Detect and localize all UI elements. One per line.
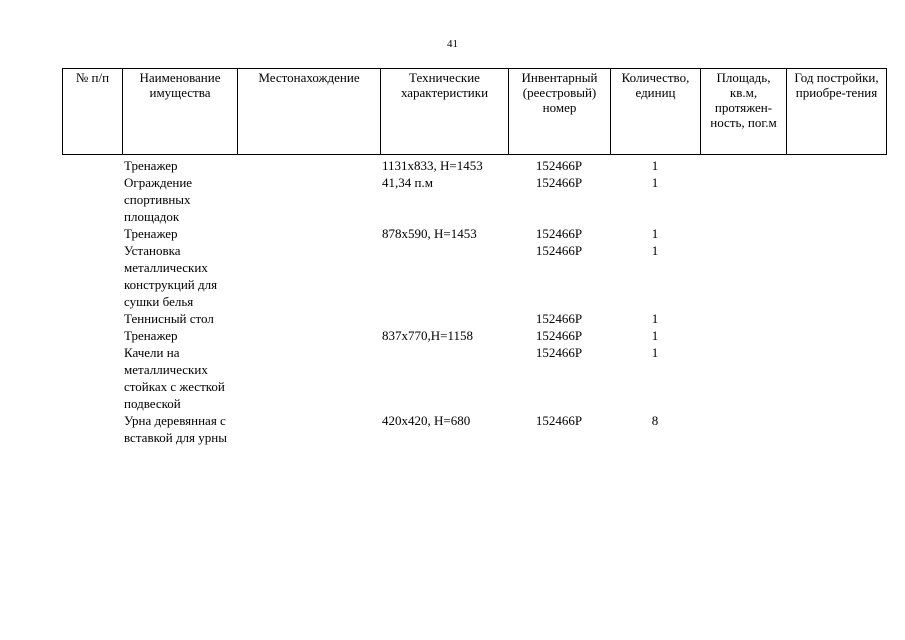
header-qty: Количество, единиц: [611, 69, 701, 155]
header-name: Наименование имущества: [123, 69, 238, 155]
table-row: [62, 157, 886, 174]
cell-inventory: 152466Р: [535, 413, 583, 428]
cell-year: [786, 310, 886, 327]
cell-qty: 1: [651, 158, 659, 173]
table-header: [62, 68, 887, 155]
table-row: [62, 242, 886, 310]
cell-name: Установка металлических конструкций для сушки белья: [124, 243, 218, 309]
cell-area: [700, 327, 786, 344]
cell-area: [700, 225, 786, 242]
cell-location: [237, 327, 380, 344]
cell-tech: 837х770,Н=1158: [382, 328, 473, 343]
cell-num: [62, 310, 122, 327]
cell-qty: 8: [651, 413, 659, 428]
cell-tech: [380, 344, 508, 412]
cell-inventory: 152466Р: [535, 311, 583, 326]
cell-inventory: 152466Р: [535, 345, 583, 360]
cell-qty: 1: [651, 243, 659, 258]
cell-inventory: 152466Р: [535, 158, 583, 173]
cell-inventory: 152466Р: [535, 243, 583, 258]
cell-location: [237, 344, 380, 412]
header-area: Площадь, кв.м, протяжен-ность, пог.м: [701, 69, 787, 155]
cell-year: [786, 242, 886, 310]
table-row: [62, 174, 886, 225]
cell-area: [700, 242, 786, 310]
table-row: [62, 412, 886, 446]
cell-year: [786, 327, 886, 344]
cell-tech: 878х590, Н=1453: [382, 226, 477, 241]
cell-area: [700, 157, 786, 174]
cell-num: [62, 157, 122, 174]
cell-tech: 1131х833, Н=1453: [382, 158, 483, 173]
cell-name: Тренажер: [124, 328, 178, 343]
cell-num: [62, 412, 122, 446]
header-year: Год постройки, приобре-тения: [787, 69, 887, 155]
cell-location: [237, 412, 380, 446]
page-number: 41: [447, 38, 458, 50]
cell-inventory: 152466Р: [535, 226, 583, 241]
cell-qty: 1: [651, 328, 659, 343]
cell-num: [62, 344, 122, 412]
cell-qty: 1: [651, 175, 659, 190]
table-row: [62, 327, 886, 344]
cell-area: [700, 174, 786, 225]
cell-tech: [380, 242, 508, 310]
cell-area: [700, 344, 786, 412]
header-num: № п/п: [63, 69, 123, 155]
table-row: [62, 344, 886, 412]
cell-name: Тренажер: [124, 226, 178, 241]
cell-tech: 420х420, Н=680: [382, 413, 471, 428]
cell-year: [786, 344, 886, 412]
cell-area: [700, 310, 786, 327]
cell-inventory: 152466Р: [535, 328, 583, 343]
cell-year: [786, 157, 886, 174]
cell-location: [237, 225, 380, 242]
cell-location: [237, 157, 380, 174]
cell-location: [237, 174, 380, 225]
cell-year: [786, 225, 886, 242]
cell-location: [237, 242, 380, 310]
cell-year: [786, 412, 886, 446]
cell-name: Теннисный стол: [124, 311, 214, 326]
table-row: [62, 310, 886, 327]
header-tech: Технические характеристики: [381, 69, 509, 155]
cell-year: [786, 174, 886, 225]
cell-name: Урна деревянная с вставкой для урны: [124, 413, 227, 445]
cell-qty: 1: [651, 226, 659, 241]
cell-qty: 1: [651, 345, 659, 360]
cell-name: Ограждение спортивных площадок: [124, 175, 193, 224]
cell-location: [237, 310, 380, 327]
cell-num: [62, 225, 122, 242]
cell-inventory: 152466Р: [535, 175, 583, 190]
cell-tech: [380, 310, 508, 327]
table-body: [62, 157, 886, 446]
cell-name: Тренажер: [124, 158, 178, 173]
cell-num: [62, 174, 122, 225]
cell-area: [700, 412, 786, 446]
header-location: Местонахождение: [238, 69, 381, 155]
cell-num: [62, 242, 122, 310]
cell-name: Качели на металлических стойках с жесткой подвеской: [124, 345, 225, 411]
cell-num: [62, 327, 122, 344]
table-row: [62, 225, 886, 242]
cell-qty: 1: [651, 311, 659, 326]
cell-tech: 41,34 п.м: [382, 175, 433, 190]
header-inventory: Инвентарный (реестровый) номер: [509, 69, 611, 155]
